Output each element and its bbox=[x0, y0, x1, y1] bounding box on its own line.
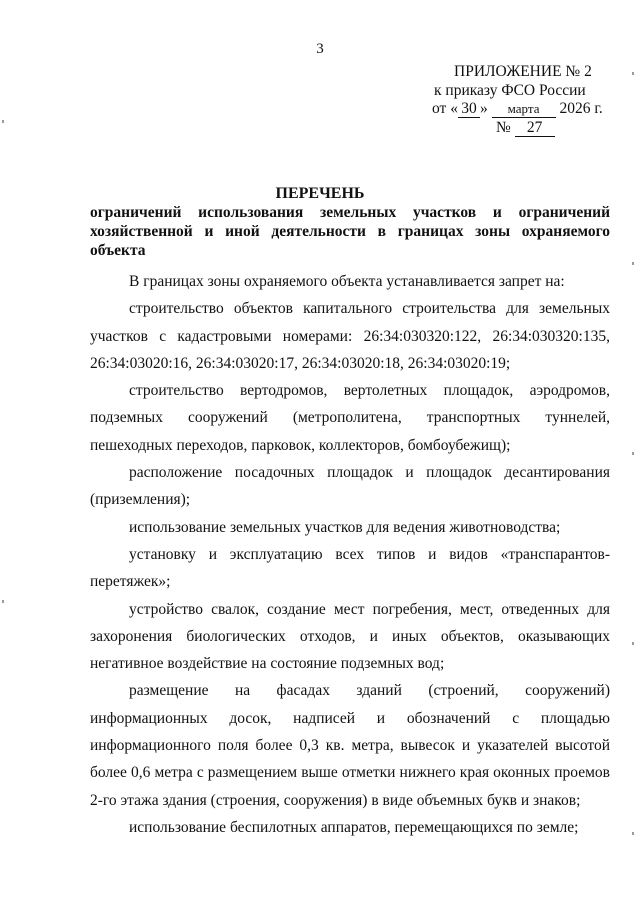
date-year: 2026 г. bbox=[559, 100, 603, 117]
scan-edge-mark bbox=[2, 120, 4, 123]
appendix-date bbox=[432, 100, 622, 119]
paragraph-banners: установку и эксплуатацию всех типов и видов «транспарантов-перетяжек»; bbox=[90, 545, 610, 591]
date-mid: » bbox=[479, 100, 488, 117]
scan-edge-mark bbox=[632, 72, 634, 75]
subtitle-line-1: ограничений использования земельных участков и ограничений bbox=[90, 204, 610, 221]
document-title: ПЕРЕЧЕНЬ bbox=[275, 185, 365, 202]
paragraph-facades: размещение на фасадах зданий (строений, сооружений) информационных досок, надписей и обозначений с площадью информационного поля более 0,3 кв. метра, вывесок и указателей высотой более 0,6 метра с размещением выше отметки нижнего края оконных проемов 2-го этажа здания (строения, сооружения) в виде объемных букв и знаков; bbox=[90, 682, 610, 809]
appendix-title: ПРИЛОЖЕНИЕ № 2 bbox=[454, 63, 592, 80]
number-value: 27 bbox=[515, 120, 555, 137]
scan-edge-mark bbox=[632, 262, 634, 265]
paragraph-livestock: использование земельных участков для ведения животноводства; bbox=[129, 518, 561, 536]
paragraph-intro: В границах зоны охраняемого объекта устанавливается запрет на: bbox=[129, 273, 565, 290]
scan-edge-mark bbox=[632, 642, 634, 645]
scan-edge-mark bbox=[632, 832, 634, 835]
appendix-block bbox=[432, 63, 622, 137]
paragraph-helipads: строительство вертодромов, вертолетных площадок, аэродромов, подземных сооружений (метрополитена, транспортных туннелей, пешеходных переходов, парковок, коллекторов, бомбоубежищ); bbox=[90, 382, 610, 454]
appendix-order-ref: к приказу ФСО России bbox=[434, 81, 586, 99]
document-subtitle bbox=[90, 203, 610, 260]
date-month: марта bbox=[492, 101, 556, 118]
paragraph-construction: строительство объектов капитального строительства для земельных участков с кадастровыми номерами: 26:34:030320:122, 26:34:030320:135, 26:34:03020:16, 26:34:03020:17, 26:34:03020:18, 26:34:03020:19; bbox=[90, 300, 610, 372]
subtitle-line-2: хозяйственной и иной деятельности в границах зоны охраняемого объекта bbox=[90, 223, 610, 259]
date-prefix: от « bbox=[432, 100, 458, 117]
paragraph-drones: использование беспилотных аппаратов, перемещающихся по земле; bbox=[129, 818, 579, 836]
page-number: 3 bbox=[316, 41, 324, 57]
scan-edge-mark bbox=[2, 600, 4, 603]
paragraph-landing-sites: расположение посадочных площадок и площадок десантирования (приземления); bbox=[90, 464, 610, 509]
paragraph-dumps: устройство свалок, создание мест погребения, мест, отведенных для захоронения биологических отходов, и иных объектов, оказывающих негативное воздействие на состояние подземных вод; bbox=[90, 600, 610, 673]
appendix-number bbox=[432, 119, 622, 138]
date-day: 30 bbox=[458, 101, 480, 118]
document-body bbox=[90, 268, 610, 841]
scan-edge-mark bbox=[632, 452, 634, 455]
number-prefix: № bbox=[496, 118, 511, 136]
